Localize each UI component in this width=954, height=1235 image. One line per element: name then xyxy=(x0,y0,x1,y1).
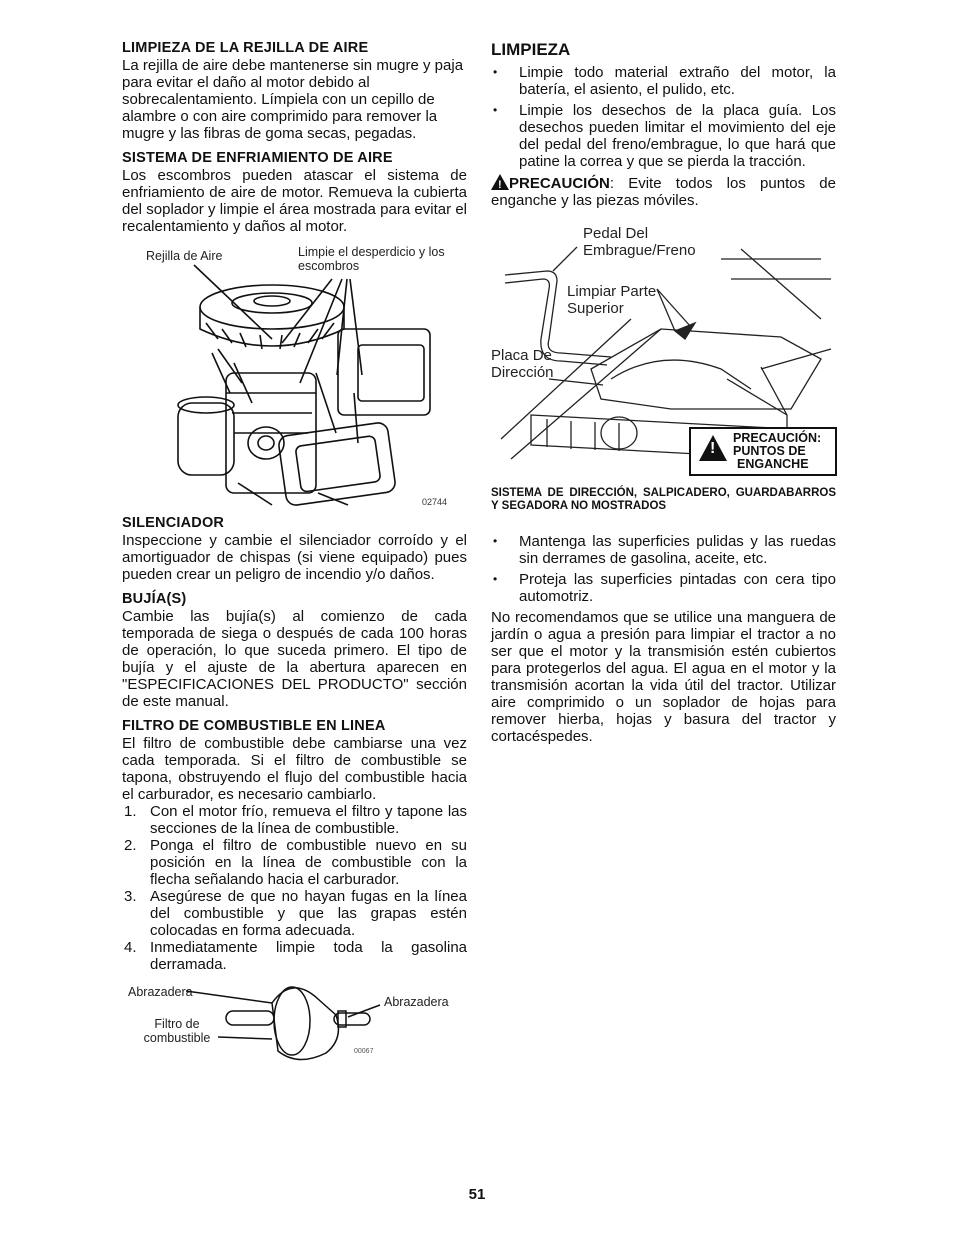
list-item: 1. Con el motor frío, remueva el filtro y tapone las secciones de la línea de combustible. xyxy=(124,803,467,837)
section-title: FILTRO DE COMBUSTIBLE EN LINEA xyxy=(122,718,386,734)
page-number: 51 xyxy=(468,1186,486,1203)
section-body: Los escombros pueden atascar el sistema de enfriamiento de aire de motor. Remueva la cubierta del soplador y limpie el área mostrada para evitar el recalentamiento y daños al motor. xyxy=(122,167,467,235)
caution-line: ENGANCHE xyxy=(737,457,809,471)
cleaning-list-2 xyxy=(491,533,836,605)
section-title-cleaning: LIMPIEZA xyxy=(491,40,571,59)
label-steering-plate: Placa De Dirección xyxy=(491,347,554,381)
caution-label: PRECAUCIÓN xyxy=(509,175,610,192)
section-body: La rejilla de aire debe mantenerse sin mugre y paja para evitar el daño al motor debido al sobrecalentamiento. Límpiela con un cepillo de alambre o con aire comprimido para remover la mugre y las fibras de goma secas, pegadas. xyxy=(122,57,464,142)
caution-paragraph xyxy=(491,174,836,209)
section-air-cooling xyxy=(122,150,467,235)
steering-figure xyxy=(491,219,836,487)
label-clamp-right: Abrazadera xyxy=(384,995,449,1009)
fuel-filter-steps xyxy=(122,803,467,973)
label-clamp-left: Abrazadera xyxy=(128,985,193,999)
section-title: BUJÍA(S) xyxy=(122,591,187,607)
label-pedal: Pedal Del Embrague/Freno xyxy=(583,225,696,259)
section-air-screen xyxy=(122,40,467,142)
list-item: 3. Asegúrese de que no hayan fugas en la línea del combustible y que las grapas estén colocadas en forma adecuada. xyxy=(124,888,467,939)
figure-code: 00067 xyxy=(354,1048,374,1055)
left-column xyxy=(122,40,467,1061)
list-item: • Proteja las superficies pintadas con cera tipo automotriz. xyxy=(491,571,836,605)
right-column xyxy=(491,40,836,745)
caution-line: PRECAUCIÓN: xyxy=(733,431,822,445)
label-clean-top: Limpiar Parte Superior xyxy=(567,283,657,317)
cleaning-list-1 xyxy=(491,64,836,170)
pinch-point-caution xyxy=(689,427,837,476)
fuel-filter-figure xyxy=(122,981,467,1061)
fuel-filter-illustration xyxy=(122,981,467,1061)
section-title: LIMPIEZA DE LA REJILLA DE AIRE xyxy=(122,40,369,56)
section-body: El filtro de combustible debe cambiarse una vez cada temporada. Si el filtro de combustible se tapona, obstruyendo el flujo del combustible hacia el carburador, es necesario cambiarlo. xyxy=(122,735,467,803)
list-item: 4. Inmediatamente limpie toda la gasolina derramada. xyxy=(124,939,467,973)
label-fuel-filter: Filtro de combustible xyxy=(143,1017,211,1045)
label-clean-debris: Limpie el desperdicio y los escombros xyxy=(298,245,445,273)
figure-caption: SISTEMA DE DIRECCIÓN, SALPICADERO, GUARDABARROS Y SEGADORA NO MOSTRADOS xyxy=(491,487,836,512)
label-air-screen: Rejilla de Aire xyxy=(146,249,223,263)
warning-triangle-icon xyxy=(491,174,509,190)
section-spark-plugs xyxy=(122,591,467,710)
section-body: Cambie las bujía(s) al comienzo de cada temporada de siega o después de cada 100 horas de operación, lo que suceda primero. El tipo de bujía y el ajuste de la abertura aparecen en "ESPECIFICACIONES DEL PRODUCTO" sección de este manual. xyxy=(122,608,467,710)
section-muffler xyxy=(122,515,467,583)
warning-triangle-icon xyxy=(699,435,727,461)
engine-illustration xyxy=(122,243,467,515)
list-item: • Limpie todo material extraño del motor, la batería, el asiento, el pulido, etc. xyxy=(491,64,836,98)
figure-code: 02744 xyxy=(422,497,448,507)
section-fuel-filter xyxy=(122,718,467,973)
engine-figure xyxy=(122,243,467,515)
list-item: • Limpie los desechos de la placa guía. Los desechos pueden limitar el movimiento del eje del pedal del freno/embrague, lo que hará que patine la correa y que se pierda la tracción. xyxy=(491,102,836,170)
section-body: Inspeccione y cambie el silenciador corroído y el amortiguador de chispas (si viene equipado) pues pueden crear un peligro de incendio y/o daños. xyxy=(122,532,467,583)
list-item: 2. Ponga el filtro de combustible nuevo en su posición en la línea de combustible con la flecha señalando hacia el carburador. xyxy=(124,837,467,888)
list-item: • Mantenga las superficies pulidas y las ruedas sin derrames de gasolina, aceite, etc. xyxy=(491,533,836,567)
caution-line: PUNTOS DE xyxy=(733,444,806,458)
closing-paragraph: No recomendamos que se utilice una manguera de jardín o agua a presión para limpiar el tractor a no ser que el motor y la transmisión estén cubiertos para protegerlos del agua. El agua en el motor y la transmisión acortan la vida útil del tractor. Utilizar aire comprimido o un soplador de hojas para remover hierba, hojas y basura del tractor y cortacéspedes. xyxy=(491,609,836,745)
section-title: SILENCIADOR xyxy=(122,515,225,531)
caution-text: : Evite todos los puntos de enganche y las piezas móviles. xyxy=(491,175,836,209)
section-title: SISTEMA DE ENFRIAMIENTO DE AIRE xyxy=(122,150,393,166)
